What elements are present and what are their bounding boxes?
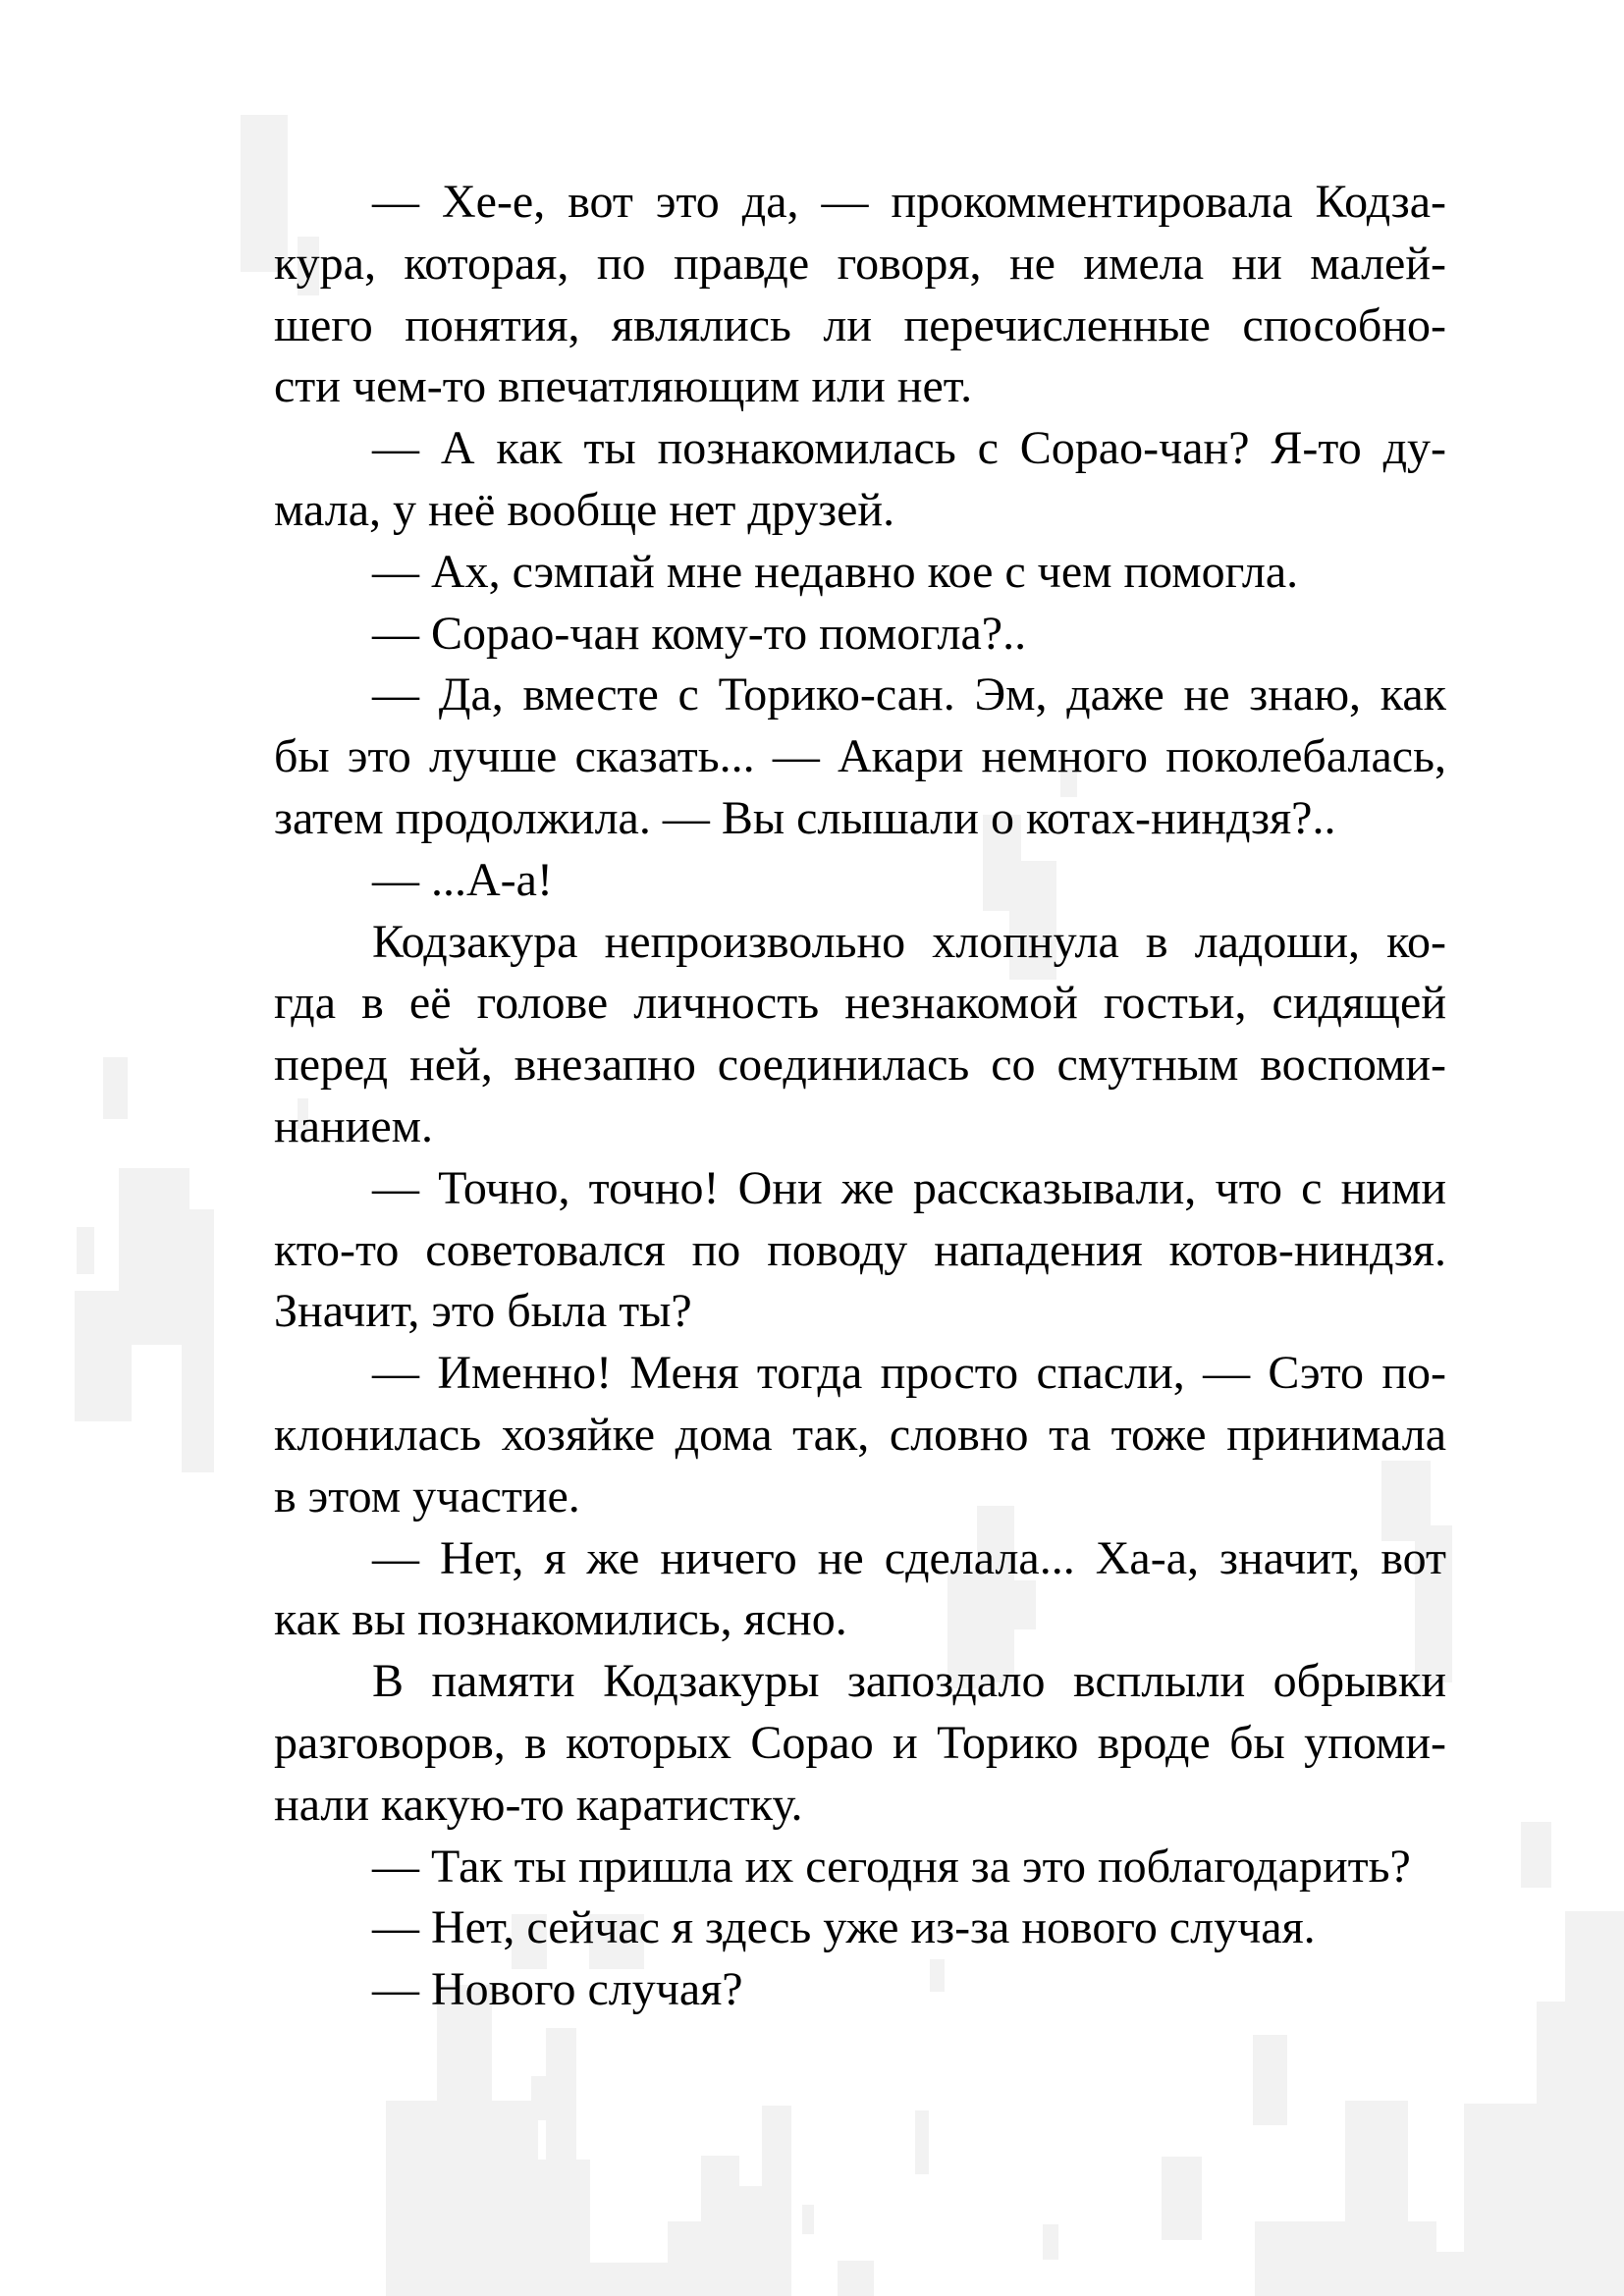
bg-block — [75, 1345, 132, 1421]
text-line: — Именно! Меня тогда просто спасли, — Сэто по- — [372, 1347, 1446, 1400]
bg-block — [1253, 2035, 1287, 2125]
text-line: кура, которая, по правде говоря, не имела ни малей- — [274, 237, 1446, 290]
text-line: — Хе-е, вот это да, — прокомментировала Кодза- — [372, 176, 1446, 228]
text-line: в этом участие. — [274, 1469, 580, 1522]
text-line: бы это лучше сказать... — Акари немного поколебалась, — [274, 730, 1446, 783]
text-line: — Ах, сэмпай мне недавно кое с чем помогла. — [372, 545, 1299, 598]
bg-block — [590, 2263, 668, 2296]
paragraph — [176, 172, 1446, 418]
text-line: нанием. — [274, 1099, 434, 1152]
paragraph — [176, 1837, 1446, 1898]
text-line: — Да, вместе с Торико-сан. Эм, даже не знаю, как — [372, 668, 1446, 721]
bg-block — [802, 2205, 814, 2234]
text-line: — Сорао-чан кому-то помогла?.. — [372, 607, 1027, 660]
paragraph — [176, 1343, 1446, 1527]
text-line: перед ней, внезапно соединилась со смутным воспоми- — [274, 1039, 1446, 1092]
text-line: нали какую-то каратистку. — [274, 1778, 803, 1831]
text-line: — Нового случая? — [372, 1963, 743, 2016]
bg-block — [1464, 2104, 1537, 2296]
text-line: — А как ты познакомилась с Сорао-чан? Я-то ду- — [372, 422, 1446, 475]
bg-block — [762, 2106, 791, 2186]
paragraph — [176, 1897, 1446, 1959]
text-line: шего понятия, являлись ли перечисленные способно- — [274, 298, 1446, 351]
bg-block — [1345, 2101, 1408, 2221]
text-line: — Точно, точно! Они же рассказывали, что с ними — [372, 1161, 1446, 1214]
paragraph — [176, 1959, 1446, 2021]
text-line: разговоров, в которых Сорао и Торико вроде бы упоми- — [274, 1716, 1446, 1769]
paragraph — [176, 1158, 1446, 1343]
text-line: — Так ты пришла их сегодня за это поблагодарить? — [372, 1840, 1411, 1893]
text-line: как вы познакомились, ясно. — [274, 1593, 847, 1646]
bg-block — [531, 2076, 558, 2120]
bg-block — [838, 2261, 874, 2296]
paragraph — [176, 1651, 1446, 1836]
text-line: клонилась хозяйке дома так, словно та тоже принимала — [274, 1408, 1446, 1461]
bg-block — [77, 1227, 94, 1274]
bg-block — [103, 1057, 128, 1119]
text-line: Значит, это была ты? — [274, 1285, 692, 1338]
text-line: В памяти Кодзакуры запоздало всплыли обрывки — [372, 1655, 1446, 1708]
bg-block — [1521, 1822, 1551, 1888]
bg-block — [1255, 2221, 1436, 2296]
paragraph — [176, 542, 1446, 604]
text-line: мала, у неё вообще нет друзей. — [274, 483, 895, 536]
paragraph — [176, 1528, 1446, 1652]
bg-block — [538, 2160, 590, 2296]
text-line: кто-то советовался по поводу нападения котов-ниндзя. — [274, 1223, 1446, 1276]
text-line: — Нет, сейчас я здесь уже из-за нового случая. — [372, 1901, 1316, 1954]
bg-block — [1565, 1911, 1624, 2296]
bg-block — [739, 2186, 791, 2296]
text-line: сти чем-то впечатляющим или нет. — [274, 360, 973, 413]
bg-block — [75, 1291, 182, 1345]
bg-block — [668, 2221, 701, 2296]
body-text — [176, 172, 1446, 2021]
paragraph — [176, 850, 1446, 912]
bg-block — [1043, 2224, 1058, 2260]
text-line: — ...А-а! — [372, 853, 553, 906]
paragraph — [176, 665, 1446, 849]
bg-block — [1537, 2002, 1565, 2296]
paragraph — [176, 418, 1446, 542]
text-line: затем продолжила. — Вы слышали о котах-ниндзя?.. — [274, 791, 1336, 844]
bg-block — [1436, 2252, 1464, 2296]
text-line: Кодзакура непроизвольно хлопнула в ладоши, ко- — [372, 915, 1446, 968]
bg-block — [701, 2156, 739, 2296]
text-line: — Нет, я же ничего не сделала... Ха-а, значит, вот — [372, 1531, 1446, 1584]
bg-block — [1162, 2157, 1202, 2240]
paragraph — [176, 912, 1446, 1158]
bg-block — [915, 2110, 929, 2174]
bg-block — [386, 2101, 538, 2296]
text-line: гда в её голове личность незнакомой гостьи, сидящей — [274, 977, 1446, 1030]
paragraph — [176, 604, 1446, 666]
